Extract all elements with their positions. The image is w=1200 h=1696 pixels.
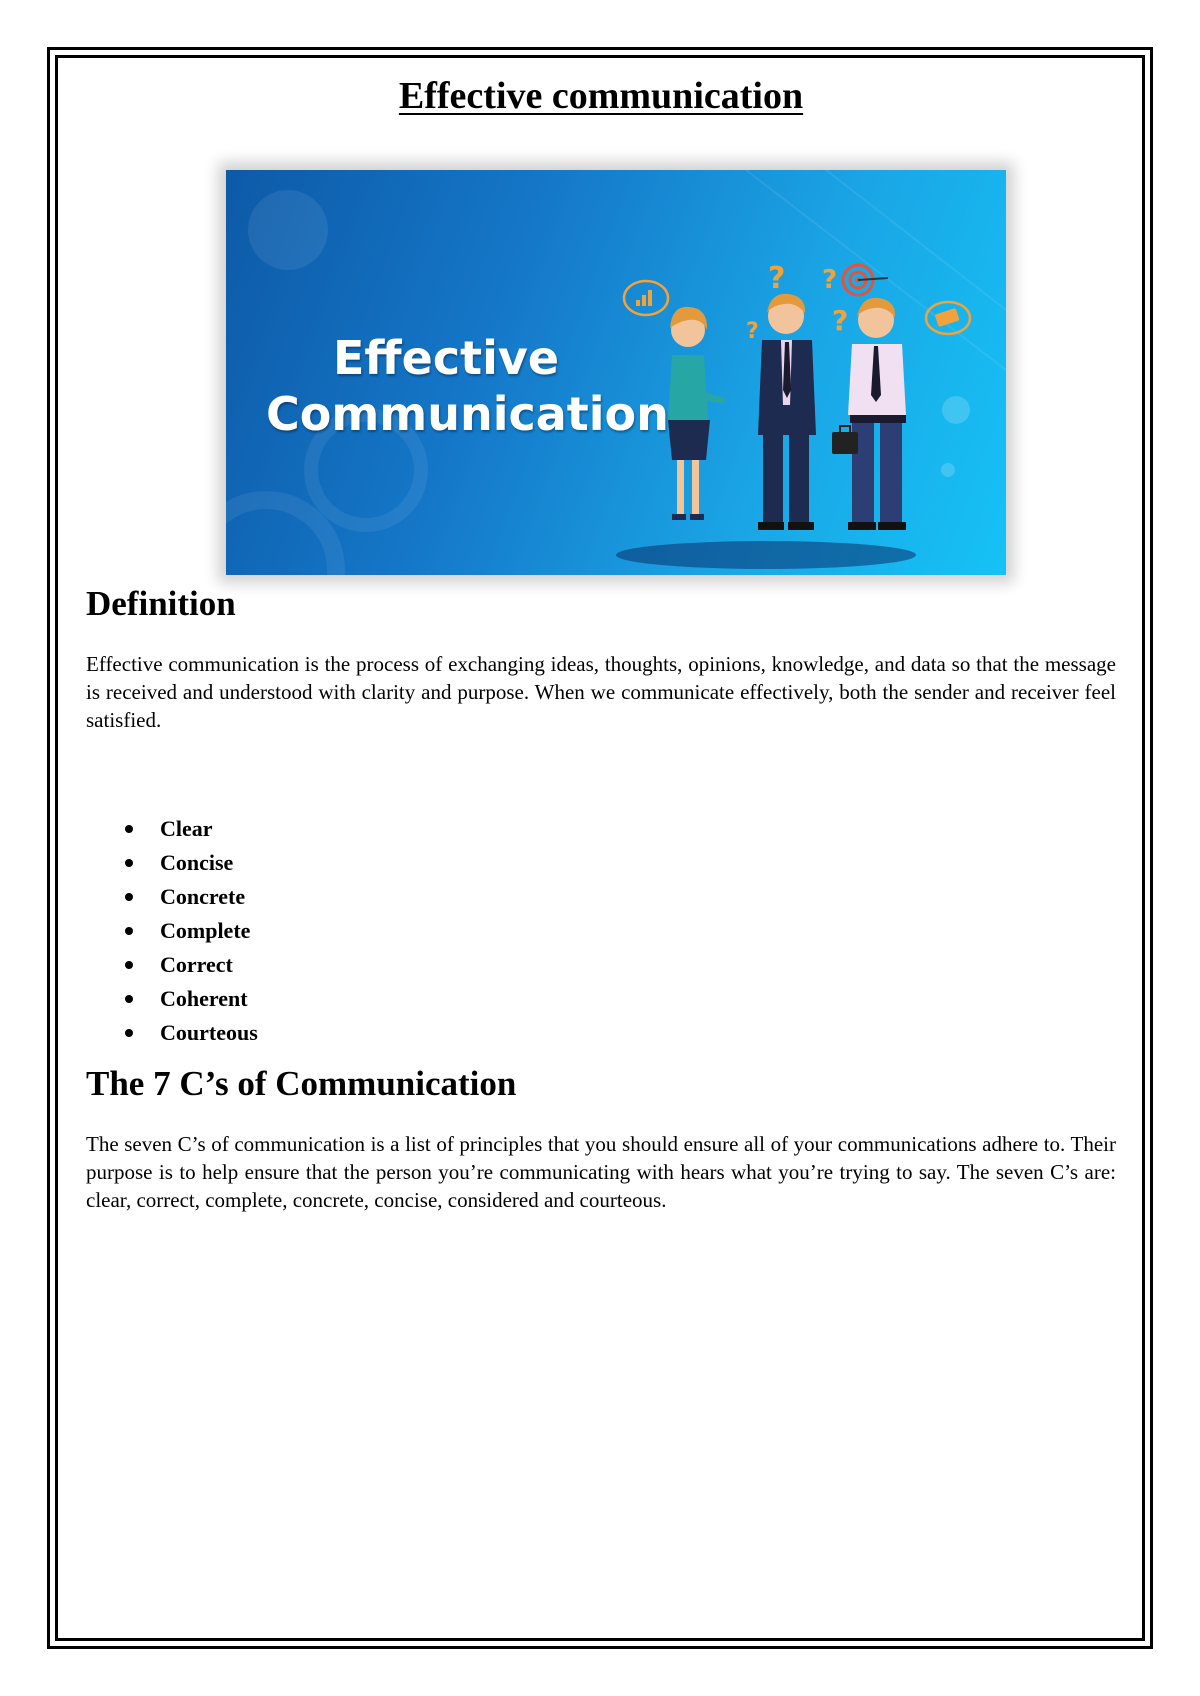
- banner-background: [226, 170, 1006, 575]
- question-mark-icon: ?: [822, 265, 838, 295]
- money-bubble-icon: [926, 302, 970, 334]
- list-item: Correct: [86, 948, 258, 982]
- decor-circle-icon: [248, 190, 328, 270]
- qualities-list: [86, 812, 258, 1050]
- decor-circle-icon: [942, 396, 970, 424]
- banner-image: [226, 170, 1006, 575]
- banner-heading: [266, 330, 669, 442]
- list-item: Courteous: [86, 1016, 258, 1050]
- definition-paragraph: Effective communication is the process of exchanging ideas, thoughts, opinions, knowledge, and data so that the message is received and understood with clarity and purpose. When we communicate effectively, both the sender and receiver feel satisfied.: [86, 652, 1116, 732]
- list-item: Complete: [86, 914, 258, 948]
- definition-heading: Definition: [86, 584, 236, 623]
- chart-bubble-icon: [624, 281, 668, 315]
- question-mark-icon: ?: [746, 319, 759, 344]
- banner-heading-line2: Communication: [266, 387, 669, 441]
- gear-icon: [226, 500, 336, 575]
- list-item: Clear: [86, 812, 258, 846]
- target-icon: [843, 265, 888, 295]
- question-mark-icon: ?: [768, 261, 786, 296]
- document-content: [86, 70, 1116, 1212]
- floor-shadow: [616, 541, 916, 569]
- question-mark-icon: ?: [832, 304, 849, 337]
- decor-circle-icon: [941, 463, 955, 477]
- list-item: Coherent: [86, 982, 258, 1016]
- woman-figure: [668, 307, 726, 520]
- man-figure-suit: [758, 294, 816, 530]
- banner-heading-line1: Effective: [332, 331, 560, 385]
- seven-cs-heading: The 7 C’s of Communication: [86, 1064, 517, 1103]
- document-title: Effective communication: [398, 75, 804, 117]
- seven-cs-paragraph: The seven C’s of communication is a list of principles that you should ensure all of your communications adhere to. Their purpose is to help ensure that the person you’re communicating with hears what you’re trying to say. The seven C’s are: clear, correct, complete, concrete, concise, considered and courteous.: [86, 1132, 1116, 1212]
- list-item: Concrete: [86, 880, 258, 914]
- list-item: Concise: [86, 846, 258, 880]
